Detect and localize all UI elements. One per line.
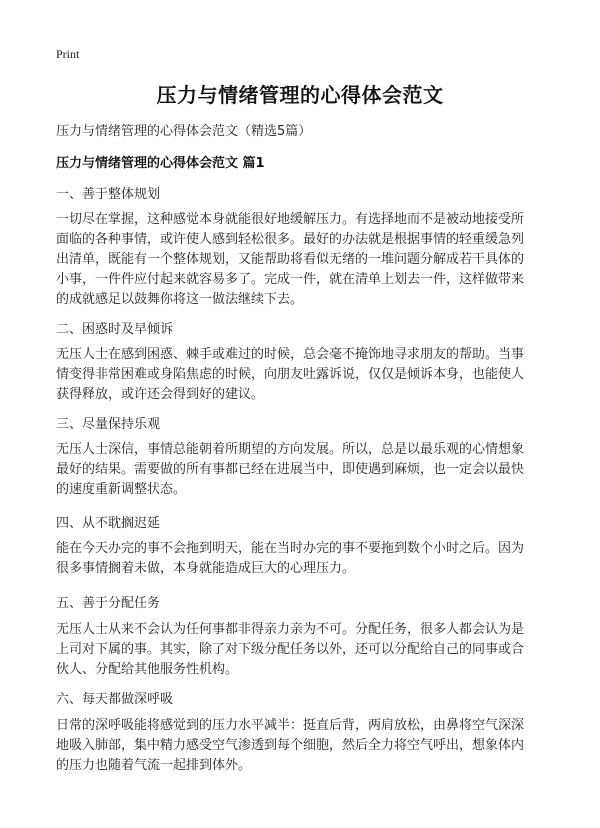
- paragraph-line: 无压人士在感到困惑、棘手或难过的时候，总会毫不掩饰地寻求朋友的帮助。当事: [56, 347, 525, 362]
- paragraph-line: 情变得非常困难或身陷焦虑的时候，向朋友吐露诉说，仅仅是倾诉本身，也能使人: [56, 367, 525, 382]
- page-title: 压力与情绪管理的心得体会范文: [156, 83, 444, 107]
- paragraph-line: 面临的各种事情，或许使人感到轻松很多。最好的办法就是根据事情的轻重缓急列: [56, 232, 525, 247]
- paragraph-line: 一切尽在掌握，这种感觉本身就能很好地缓解压力。有选择地而不是被动地接受所: [56, 212, 525, 227]
- section-paragraph-4: [56, 539, 548, 579]
- paragraph-line: 很多事情搁着未做，本身就能造成巨大的心理压力。: [56, 561, 356, 576]
- section-paragraph-3: [56, 440, 548, 500]
- section-heading-6: 六、每天都做深呼吸: [56, 692, 174, 707]
- print-link[interactable]: Print: [56, 47, 80, 61]
- section-paragraph-5: [56, 620, 548, 680]
- paragraph-line: 无压人士深信，事情总能朝着所期望的方向发展。所以，总是以最乐观的心情想象: [56, 442, 525, 457]
- section-paragraph-1: [56, 210, 548, 310]
- section-heading-5: 五、善于分配任务: [56, 596, 161, 611]
- paragraph-line: 伙人、分配给其他服务性机构。: [56, 662, 239, 677]
- section-heading-1: 一、善于整体规划: [56, 187, 161, 202]
- section-heading-3: 三、尽量保持乐观: [56, 417, 161, 432]
- chapter-title: 压力与情绪管理的心得体会范文 篇1: [56, 156, 265, 171]
- paragraph-line: 小事，一件件应付起来就容易多了。完成一件，就在清单上划去一件，这样做带来: [56, 272, 525, 287]
- section-heading-4: 四、从不耽搁迟延: [56, 516, 161, 531]
- section-paragraph-2: [56, 345, 548, 405]
- paragraph-line: 地吸入肺部，集中精力感受空气渗透到每个细胞，然后全力将空气呼出，想象体内: [56, 738, 525, 753]
- paragraph-line: 无压人士从来不会认为任何事都非得亲力亲为不可。分配任务，很多人都会认为是: [56, 622, 525, 637]
- paragraph-line: 日常的深呼吸能将感觉到的压力水平减半：挺直后背，两肩放松，由鼻将空气深深: [56, 718, 525, 733]
- paragraph-line: 的速度重新调整状态。: [56, 482, 187, 497]
- paragraph-line: 能在今天办完的事不会拖到明天，能在当时办完的事不要拖到数个小时之后。因为: [56, 541, 525, 556]
- paragraph-line: 的成就感足以鼓舞你将这一做法继续下去。: [56, 292, 304, 307]
- paragraph-line: 获得释放，或许还会得到好的建议。: [56, 387, 265, 402]
- section-paragraph-6: [56, 716, 548, 776]
- paragraph-line: 上司对下属的事。其实，除了对下级分配任务以外，还可以分配给自己的同事或合: [56, 642, 525, 657]
- paragraph-line: 出清单，既能有一个整体规划，又能帮助将看似无绪的一堆问题分解成若干具体的: [56, 252, 525, 267]
- paragraph-line: 最好的结果。需要做的所有事都已经在进展当中，即使遇到麻烦，也一定会以最快: [56, 462, 525, 477]
- document-subtitle: 压力与情绪管理的心得体会范文（精选5篇）: [56, 124, 312, 139]
- section-heading-2: 二、困惑时及早倾诉: [56, 322, 174, 337]
- paragraph-line: 的压力也随着气流一起排到体外。: [56, 758, 252, 773]
